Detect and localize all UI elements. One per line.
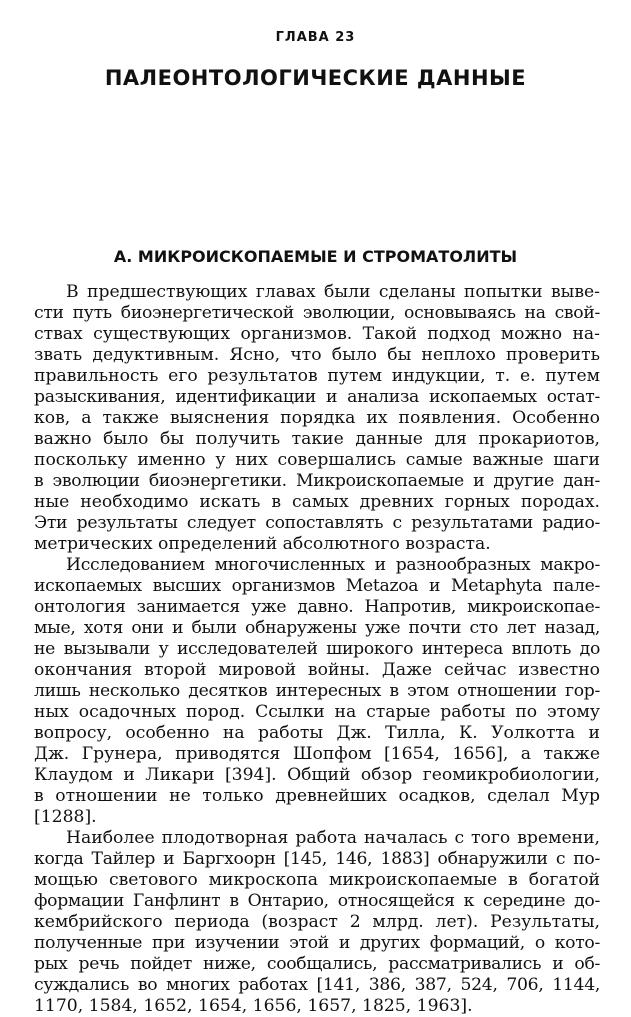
text-line: Дж. Грунера, приводятся Шопфом [1654, 1656], а также — [34, 744, 600, 764]
text-line: не вызывали у исследователей широкого интереса вплоть до — [34, 639, 600, 659]
text-line: важно было бы получить такие данные для прокариотов, — [34, 429, 600, 449]
text-line: сти путь биоэнергетической эволюции, основываясь на свой- — [34, 303, 600, 323]
text-line: поскольку именно у них совершались самые важные шаги — [34, 450, 600, 470]
text-line: лишь несколько десятков интересных в этом отношении гор- — [34, 681, 600, 701]
paragraph-3 — [34, 828, 600, 1017]
text-line: звать дедуктивным. Ясно, что было бы неплохо проверить — [34, 345, 600, 365]
text-line: ствах существующих организмов. Такой подход можно на- — [34, 324, 600, 344]
paragraph-2 — [34, 555, 600, 828]
text-line: в эволюции биоэнергетики. Микроископаемые и другие дан- — [34, 471, 600, 491]
text-line: Клаудом и Ликари [394]. Общий обзор геомикробиологии, — [34, 765, 600, 785]
text-line: когда Тайлер и Баргхоорн [145, 146, 1883] обнаружили с по- — [34, 849, 600, 869]
text-line: ископаемых высших организмов Metazoa и Metaphyta пале- — [34, 576, 600, 596]
text-line: мые, хотя они и были обнаружены уже почти сто лет назад, — [34, 618, 600, 638]
body-text — [34, 282, 600, 1017]
text-line: Эти результаты следует сопоставлять с результатами радио- — [34, 513, 600, 533]
text-line: В предшествующих главах были сделаны попытки выве- — [66, 282, 600, 302]
text-line: суждались во многих работах [141, 386, 387, 524, 706, 1144, — [34, 975, 600, 995]
text-line: вопросу, особенно на работы Дж. Тилла, К. Уолкотта и — [34, 723, 600, 743]
text-line: метрических определений абсолютного возраста. — [34, 534, 491, 554]
text-line: полученные при изучении этой и других формаций, о кото- — [34, 933, 600, 953]
text-line: Наиболее плодотворная работа началась с того времени, — [66, 828, 600, 848]
chapter-title: ПАЛЕОНТОЛОГИЧЕСКИЕ ДАННЫЕ — [104, 66, 527, 90]
text-line: кембрийского периода (возраст 2 млрд. лет). Результаты, — [34, 912, 600, 932]
text-line: окончания второй мировой войны. Даже сейчас известно — [34, 660, 600, 680]
section-title: А. МИКРОИСКОПАЕМЫЕ И СТРОМАТОЛИТЫ — [113, 247, 518, 266]
text-line: ных осадочных пород. Ссылки на старые работы по этому — [34, 702, 600, 722]
text-line: Исследованием многочисленных и разнообразных макро- — [66, 555, 600, 575]
text-line: ные необходимо искать в самых древних горных породах. — [34, 492, 600, 512]
chapter-label: ГЛАВА 23 — [275, 30, 356, 45]
text-line: онтология занимается уже давно. Напротив, микроископае- — [34, 597, 600, 617]
text-line: правильность его результатов путем индукции, т. е. путем — [34, 366, 600, 386]
text-line: [1288]. — [34, 807, 97, 827]
text-line: ков, а также выяснения порядка их появления. Особенно — [34, 408, 600, 428]
text-line: в отношении не только древнейших осадков, сделал Мур — [34, 786, 600, 806]
text-line: рых речь пойдет ниже, сообщались, рассматривались и об- — [34, 954, 600, 974]
text-line: мощью светового микроскопа микроископаемые в богатой — [34, 870, 600, 890]
text-line: 1170, 1584, 1652, 1654, 1656, 1657, 1825, 1963]. — [34, 996, 473, 1016]
text-line: разыскивания, идентификации и анализа ископаемых остат- — [34, 387, 600, 407]
paragraph-1 — [34, 282, 600, 555]
text-line: формации Ганфлинт в Онтарио, относящейся к середине до- — [34, 891, 600, 911]
